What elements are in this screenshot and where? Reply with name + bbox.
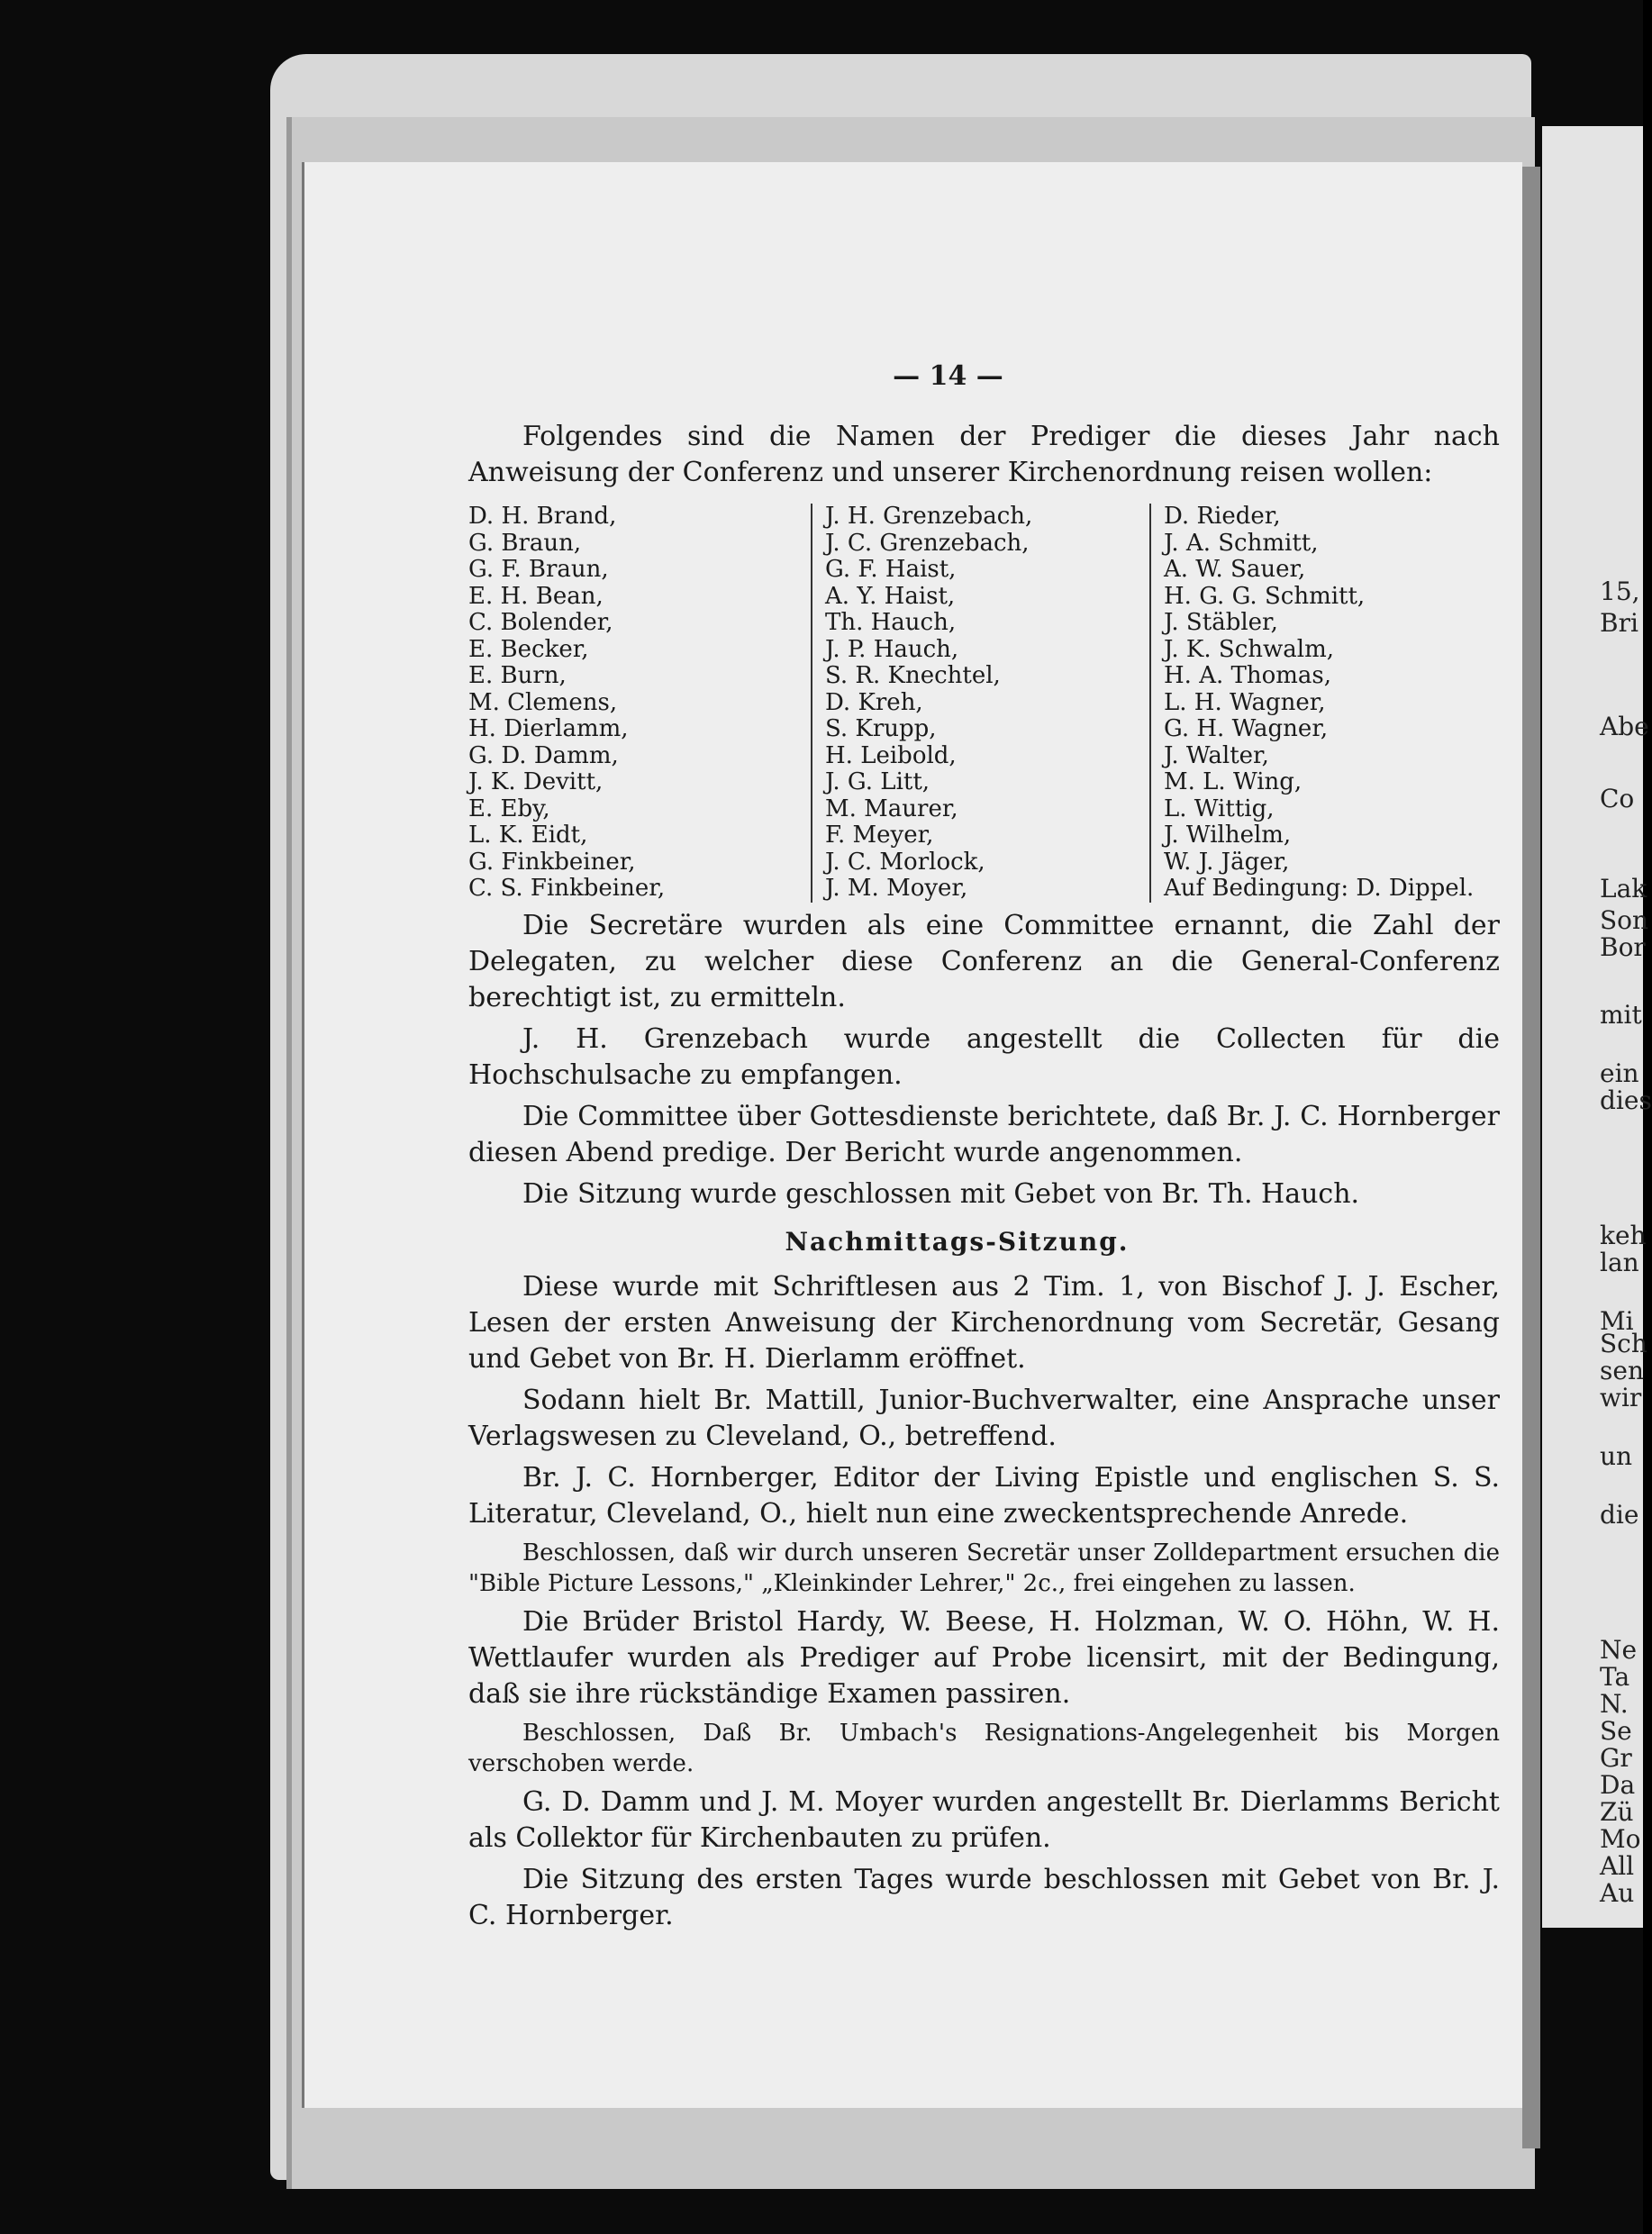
preacher-name: J. K. Devitt, bbox=[468, 768, 604, 795]
paragraph-day-closed: Die Sitzung des ersten Tages wurde beschlossen mit Gebet von Br. J. C. Hornberger. bbox=[468, 1863, 1500, 1931]
paragraph-secretaries: Die Secretäre wurden als eine Committee ernannt, die Zahl der Delegaten, zu welcher diese Conferenz an die General-Conferenz berechtigt ist, zu ermitteln. bbox=[468, 909, 1500, 1013]
facing-page-fragment: Se bbox=[1600, 1716, 1632, 1746]
facing-page-fragment: N. bbox=[1600, 1689, 1629, 1719]
preacher-name: H. Leibold, bbox=[825, 741, 957, 769]
preacher-name: J. G. Litt, bbox=[825, 768, 930, 795]
facing-page-fragment: ein bbox=[1600, 1058, 1639, 1088]
preacher-name: S. Krupp, bbox=[825, 715, 937, 742]
paragraph-opening: Diese wurde mit Schriftlesen aus 2 Tim. 1, von Bischof J. J. Escher, Lesen der ersten Anweisung der Kirchenordnung vom Secretär, Gesang und Gebet von Br. H. Dierlamm eröffnet. bbox=[468, 1270, 1500, 1375]
preacher-name: L. Wittig, bbox=[1164, 795, 1275, 822]
facing-page-fragment: dies bbox=[1600, 1085, 1652, 1115]
preacher-name: D. Rieder, bbox=[1164, 503, 1281, 530]
preacher-name: J. Wilhelm, bbox=[1164, 822, 1292, 849]
preacher-name: J. C. Grenzebach, bbox=[825, 529, 1030, 557]
preacher-name: H. A. Thomas, bbox=[1164, 662, 1332, 689]
preacher-name: H. Dierlamm, bbox=[468, 715, 629, 742]
preacher-name: M. Clemens, bbox=[468, 688, 618, 716]
paragraph-worship-committee: Die Committee über Gottesdienste berichtete, daß Br. J. C. Hornberger diesen Abend predige. Der Bericht wurde angenommen. bbox=[468, 1100, 1500, 1168]
facing-page-fragment: Son bbox=[1600, 905, 1649, 935]
preacher-name: J. A. Schmitt, bbox=[1164, 529, 1319, 557]
facing-page-fragment: Zü bbox=[1600, 1797, 1634, 1827]
names-column-3 bbox=[1149, 504, 1488, 903]
preacher-name: L. K. Eidt, bbox=[468, 822, 588, 849]
facing-page-fragment: Sch bbox=[1600, 1329, 1647, 1358]
preacher-name: F. Meyer, bbox=[825, 822, 934, 849]
facing-page-fragment: All bbox=[1600, 1851, 1635, 1881]
preacher-name: S. R. Knechtel, bbox=[825, 662, 1001, 689]
preacher-name: M. L. Wing, bbox=[1164, 768, 1303, 795]
preacher-name: J. C. Morlock, bbox=[825, 848, 985, 876]
preacher-name: Auf Bedingung: D. Dippel. bbox=[1164, 875, 1475, 902]
paragraph-resolution-umbach: Beschlossen, Daß Br. Umbach's Resignations-Angelegenheit bis Morgen verschoben werde. bbox=[468, 1719, 1500, 1777]
facing-page-fragment: keh bbox=[1600, 1221, 1647, 1250]
preacher-name: M. Maurer, bbox=[825, 795, 958, 822]
paragraph-collections: J. H. Grenzebach wurde angestellt die Collecten für die Hochschulsache zu empfangen. bbox=[468, 1022, 1500, 1091]
facing-page-fragment: Abe bbox=[1600, 712, 1649, 741]
facing-page-fragment: mit bbox=[1600, 1000, 1642, 1030]
paragraph-licensing: Die Brüder Bristol Hardy, W. Beese, H. Holzman, W. O. Höhn, W. H. Wettlaufer wurden als Prediger auf Probe licensirt, mit der Bedingung, daß sie ihre rückständige Examen passiren. bbox=[468, 1605, 1500, 1710]
preacher-name: Th. Hauch, bbox=[825, 609, 957, 636]
facing-page-fragment: Bor bbox=[1600, 932, 1646, 962]
preacher-name: G. F. Braun, bbox=[468, 556, 609, 583]
preacher-name: D. H. Brand, bbox=[468, 503, 617, 530]
preacher-name: E. Burn, bbox=[468, 662, 567, 689]
preacher-name: G. F. Haist, bbox=[825, 556, 957, 583]
preacher-name: L. H. Wagner, bbox=[1164, 688, 1326, 716]
facing-page-fragment: Gr bbox=[1600, 1743, 1632, 1773]
facing-page-fragment: Bri bbox=[1600, 608, 1638, 638]
preacher-name: W. J. Jäger, bbox=[1164, 848, 1290, 876]
facing-page-fragment: Lak bbox=[1600, 874, 1647, 904]
facing-page-fragment: Ne bbox=[1600, 1635, 1638, 1665]
facing-page-fragment: Da bbox=[1600, 1770, 1636, 1800]
intro-paragraph: Folgendes sind die Namen der Prediger die dieses Jahr nach Anweisung der Conferenz und unserer Kirchenordnung reisen wollen: bbox=[468, 421, 1500, 488]
preacher-name: A. W. Sauer, bbox=[1164, 556, 1306, 583]
section-heading: Nachmittags-Sitzung. bbox=[785, 1226, 1130, 1257]
preacher-name-list bbox=[468, 504, 1500, 903]
facing-page-fragment: die bbox=[1600, 1500, 1639, 1530]
names-column-1 bbox=[468, 504, 811, 903]
facing-page-fragment: Mi bbox=[1600, 1306, 1634, 1336]
preacher-name: C. S. Finkbeiner, bbox=[468, 875, 666, 902]
facing-page-fragment: wir bbox=[1600, 1383, 1642, 1412]
facing-page-fragment: sen bbox=[1600, 1356, 1644, 1385]
preacher-name: J. Stäbler, bbox=[1164, 609, 1278, 636]
paragraph-mattill: Sodann hielt Br. Mattill, Junior-Buchverwalter, eine Ansprache unser Verlagswesen zu Cleveland, O., betreffend. bbox=[468, 1384, 1500, 1452]
preacher-name: H. G. G. Schmitt, bbox=[1164, 582, 1366, 610]
preacher-name: J. M. Moyer, bbox=[825, 875, 968, 902]
preacher-name: J. P. Hauch, bbox=[825, 635, 959, 663]
facing-page-fragment: Co bbox=[1600, 784, 1635, 813]
book-gutter bbox=[1522, 167, 1540, 2148]
paragraph-hornberger: Br. J. C. Hornberger, Editor der Living Epistle und englischen S. S. Literatur, Cleveland, O., hielt nun eine zweckentsprechende Anrede. bbox=[468, 1461, 1500, 1530]
page-content bbox=[468, 360, 1500, 1934]
facing-page-fragment: Mo bbox=[1600, 1824, 1641, 1854]
facing-page-fragment: un bbox=[1600, 1441, 1633, 1471]
facing-page-fragment: lan bbox=[1600, 1248, 1639, 1277]
facing-page-fragment: 15, bbox=[1600, 577, 1640, 606]
preacher-name: A. Y. Haist, bbox=[825, 582, 956, 610]
paragraph-damm-moyer: G. D. Damm und J. M. Moyer wurden angestellt Br. Dierlamms Bericht als Collektor für Kirchenbauten zu prüfen. bbox=[468, 1785, 1500, 1854]
preacher-name: D. Kreh, bbox=[825, 688, 923, 716]
preacher-name: E. H. Bean, bbox=[468, 582, 604, 610]
preacher-name: C. Bolender, bbox=[468, 609, 613, 636]
facing-page-fragment: Ta bbox=[1600, 1662, 1630, 1692]
paragraph-resolution-customs: Beschlossen, daß wir durch unseren Secretär unser Zolldepartment ersuchen die "Bible Picture Lessons," „Kleinkinder Lehrer," 2c., frei eingehen zu lassen. bbox=[468, 1539, 1500, 1597]
facing-page-fragment: Au bbox=[1600, 1878, 1635, 1908]
preacher-name: J. Walter, bbox=[1164, 741, 1269, 769]
preacher-name: E. Eby, bbox=[468, 795, 550, 822]
preacher-name: E. Becker, bbox=[468, 635, 589, 663]
preacher-name: G. D. Damm, bbox=[468, 741, 619, 769]
names-column-2 bbox=[811, 504, 1149, 903]
preacher-name: J. H. Grenzebach, bbox=[825, 503, 1033, 530]
page-number: — 14 — bbox=[893, 360, 1003, 392]
preacher-name: G. Braun, bbox=[468, 529, 582, 557]
preacher-name: G. Finkbeiner, bbox=[468, 848, 636, 876]
preacher-name: G. H. Wagner, bbox=[1164, 715, 1329, 742]
paragraph-session-closed: Die Sitzung wurde geschlossen mit Gebet von Br. Th. Hauch. bbox=[522, 1177, 1360, 1210]
preacher-name: J. K. Schwalm, bbox=[1164, 635, 1334, 663]
